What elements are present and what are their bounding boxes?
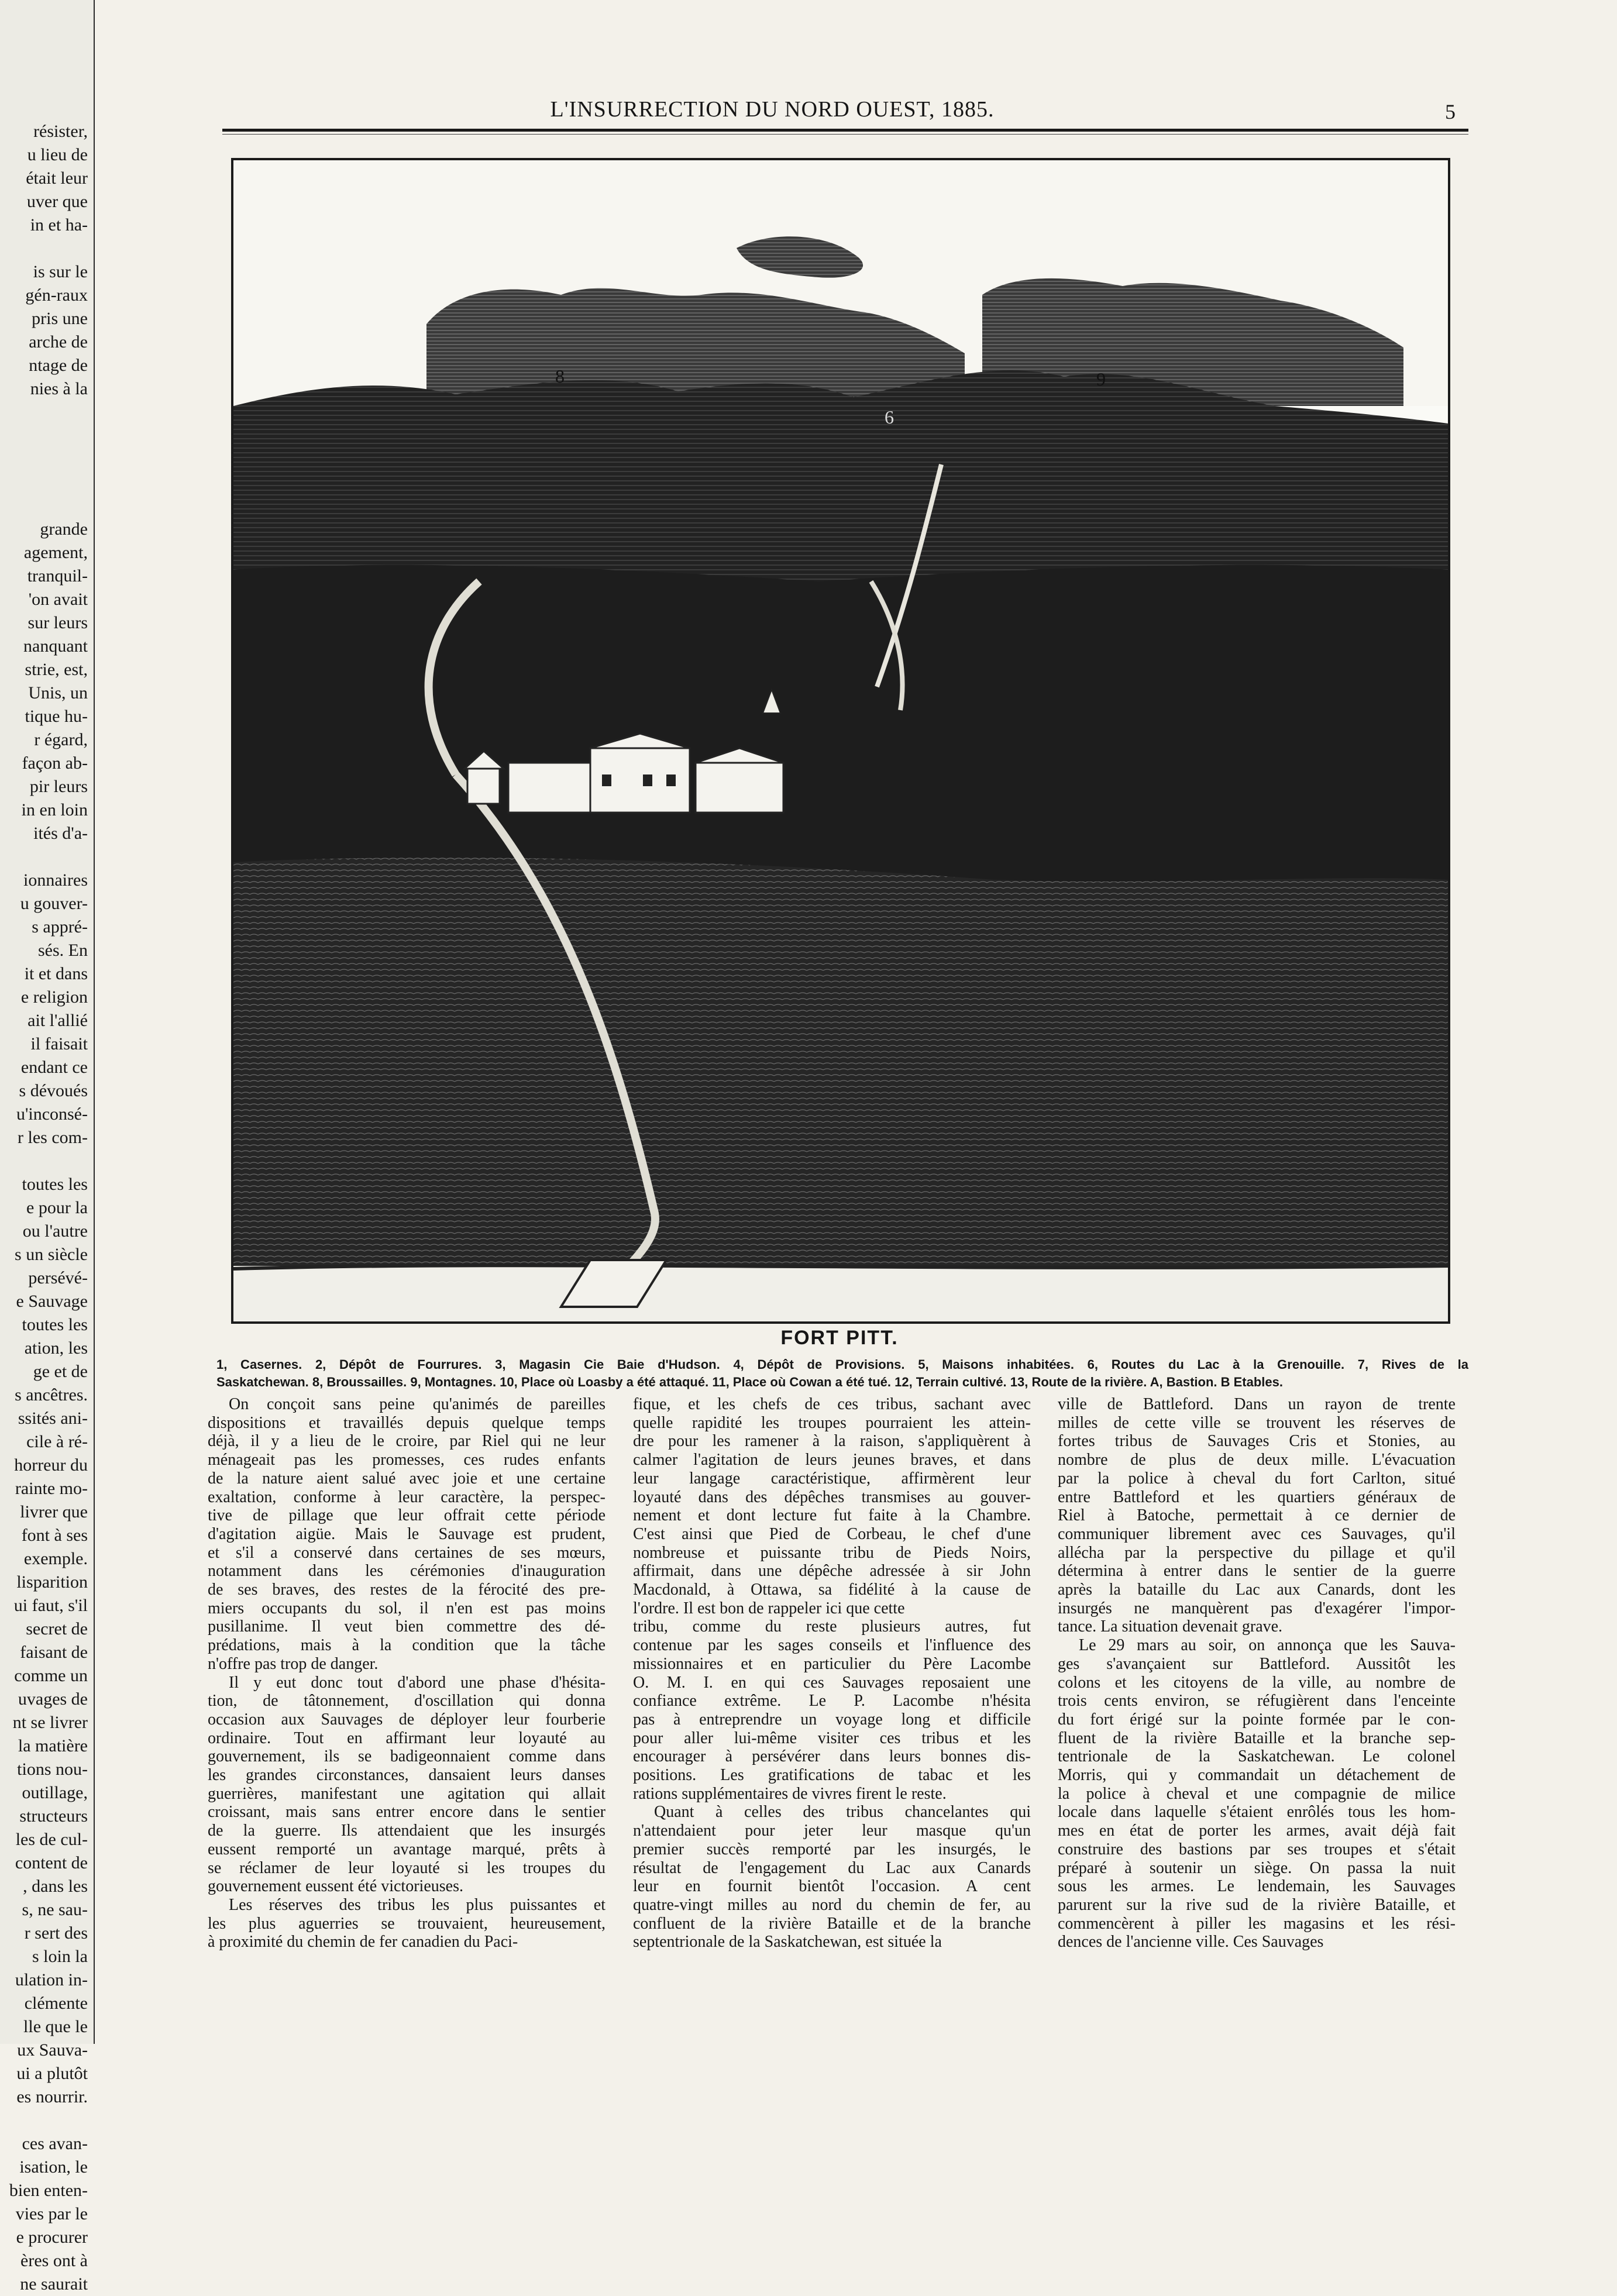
- fragment-line: tranquil-: [27, 566, 88, 586]
- article-line: septentrionale de la Saskatchewan, est située la: [633, 1933, 942, 1951]
- article-line: dre pour les ramener à la raison, s'appliquèrent à: [633, 1432, 1031, 1451]
- fragment-line: les de cul-: [15, 1830, 88, 1849]
- fragment-line: comme un: [14, 1666, 88, 1685]
- fragment-line: il faisait: [30, 1034, 88, 1054]
- fragment-line: isation, le: [19, 2157, 88, 2177]
- article-line: la police à cheval et une compagnie de milice: [1058, 1784, 1456, 1803]
- article-column-2: [633, 1395, 1031, 1951]
- article-line: nement et dont lecture fut faite à la Chambre.: [633, 1506, 1031, 1525]
- article-line: miers occupants du sol, il n'en est pas moins: [208, 1599, 605, 1617]
- fragment-line: strie, est,: [25, 660, 88, 679]
- article-line: de ses braves, des restes de la férocité des pre-: [208, 1581, 605, 1599]
- fragment-line: e procurer: [16, 2228, 88, 2247]
- header-rule-thin: [222, 134, 1468, 135]
- fragment-line: [0, 845, 88, 869]
- article-line: guerrières, manifestant une agitation qui allait: [208, 1784, 605, 1803]
- fragment-line: u lieu de: [27, 145, 88, 164]
- figure-legend: [216, 1356, 1468, 1391]
- article-line: rations supplémentaires de vivres firent le reste.: [633, 1784, 947, 1803]
- article-line: pusillanime. Il veut bien commettre des dé-: [208, 1617, 605, 1636]
- article-line: Riel à Batoche, permettait à ce dernier de: [1058, 1506, 1456, 1525]
- article-column-1: [208, 1395, 605, 1951]
- article-line: à proximité du chemin de fer canadien du Paci-: [208, 1933, 518, 1951]
- article-line: trois cents environ, se réfugièrent dans l'enceinte: [1058, 1692, 1456, 1710]
- fragment-line: ait l'allié: [27, 1011, 88, 1030]
- fragment-line: ces avan-: [22, 2134, 88, 2153]
- article-line: leur en fournit bientôt l'occasion. A cent: [633, 1877, 1031, 1896]
- fragment-line: sur leurs: [27, 613, 88, 632]
- fragment-line: était leur: [26, 168, 88, 188]
- article-line: locale dans laquelle s'étaient enrôlés tous les hom-: [1058, 1803, 1456, 1822]
- article-line: Le 29 mars au soir, on annonça que les Sauva-: [1079, 1636, 1456, 1655]
- river-bank: [233, 1266, 1448, 1321]
- fragment-line: in en loin: [21, 800, 88, 820]
- fragment-line: uvages de: [18, 1689, 88, 1709]
- fragment-line: sés. En: [38, 941, 88, 960]
- article-line: de la guerre. Ils attendaient que les insurgés: [208, 1822, 605, 1840]
- brushland: [233, 565, 1448, 909]
- fort-pitt-engraving: [231, 158, 1450, 1324]
- article-line: tentrionale de la Saskatchewan. Le colonel: [1058, 1747, 1456, 1766]
- header-rule: [222, 129, 1468, 132]
- article-line: notamment dans les cérémonies d'inauguration: [208, 1562, 605, 1581]
- article-line: les grandes circonstances, dansaient leurs danses: [208, 1766, 605, 1785]
- article-line: missionnaires et en particulier du Père Lacombe: [633, 1654, 1031, 1673]
- fragment-line: es nourrir.: [16, 2087, 88, 2106]
- map-label-6: 6: [885, 407, 894, 428]
- fragment-line: ères ont à: [20, 2251, 88, 2270]
- fragment-line: ssités ani-: [18, 1409, 88, 1428]
- fragment-line: faisant de: [20, 1643, 88, 1662]
- fragment-line: pir leurs: [29, 777, 88, 796]
- fragment-line: is sur le: [33, 262, 88, 281]
- article-line: Morris, qui y commandait un détachement de: [1058, 1766, 1456, 1785]
- fragment-line: bien enten-: [9, 2181, 88, 2200]
- fragment-line: la matière: [18, 1736, 88, 1755]
- fragment-line: 'on avait: [28, 590, 88, 609]
- fragment-line: r égard,: [34, 730, 88, 749]
- article-line: déjà, il y a lieu de le croire, par Riel qui ne leur: [208, 1432, 605, 1451]
- fragment-line: grande: [40, 519, 88, 539]
- article-line: allécha par la perspective du pillage et qu'il: [1058, 1543, 1456, 1562]
- article-line: gouvernement eussent été victorieuses.: [208, 1877, 463, 1896]
- fragment-line: s dévoués: [19, 1081, 88, 1100]
- article-line: détermina à entrer dans le sentier de la guerre: [1058, 1562, 1456, 1581]
- article-line: tive de pillage que leur offrait cette période: [208, 1506, 605, 1525]
- fragment-line: toutes les: [22, 1315, 88, 1334]
- article-line: milles de cette ville se trouvent les réserves de: [1058, 1413, 1456, 1432]
- fragment-line: in et ha-: [30, 215, 88, 235]
- article-column-3: [1058, 1395, 1456, 1951]
- article-line: dences de l'ancienne ville. Ces Sauvages: [1058, 1933, 1324, 1951]
- figure-title: FORT PITT.: [780, 1327, 899, 1349]
- fragment-line: e religion: [20, 987, 88, 1007]
- article-line: nombre de plus de deux mille. L'évacuation: [1058, 1451, 1456, 1469]
- fragment-line: e Sauvage: [16, 1292, 88, 1311]
- article-line: l'ordre. Il est bon de rappeler ici que cette: [633, 1599, 905, 1617]
- article-line: sous les armes. Le lendemain, les Sauvages: [1058, 1877, 1456, 1896]
- legend-line-2: Saskatchewan. 8, Broussailles. 9, Montagnes. 10, Place où Loasby a été attaqué. 11, Place où Cowan a été tué. 12, Terrain cultivé. 13, Route de la rivière. A, Bastion. B Etables.: [216, 1375, 1284, 1389]
- fragment-line: ui a plutôt: [16, 2064, 88, 2083]
- fragment-line: outillage,: [22, 1783, 88, 1802]
- article-line: affirmait, dans une dépêche adressée à sir John: [633, 1562, 1031, 1581]
- article-line: occasion aux Sauvages de déployer leur fourberie: [208, 1710, 605, 1729]
- article-line: O. M. I. en qui ces Sauvages reposaient une: [633, 1673, 1031, 1692]
- article-line: ville de Battleford. Dans un rayon de trente: [1058, 1395, 1456, 1413]
- fragment-line: structeurs: [19, 1806, 88, 1826]
- article-line: quatre-vingt milles au nord du chemin de fer, au: [633, 1895, 1031, 1914]
- running-header-title: L'INSURRECTION DU NORD OUEST, 1885.: [550, 97, 995, 122]
- fragment-line: ux Sauva-: [17, 2040, 88, 2060]
- article-line: insurgés ne manquèrent pas d'exagérer l'impor-: [1058, 1599, 1456, 1617]
- fragment-line: s un siècle: [15, 1245, 88, 1264]
- fragment-line: s ancêtres.: [15, 1385, 88, 1405]
- article-line: n'offre pas trop de danger.: [208, 1654, 379, 1673]
- fragment-line: uver que: [26, 192, 88, 211]
- previous-page-text-fragment: [0, 120, 88, 2296]
- article-line: dispositions et travaillés depuis quelque temps: [208, 1413, 605, 1432]
- article-line: parurent sur la rive sud de la rivière Bataille, et: [1058, 1895, 1456, 1914]
- fragment-line: tique hu-: [25, 707, 88, 726]
- fragment-line: [0, 448, 88, 471]
- map-label-8: 8: [555, 366, 565, 387]
- article-line: loyauté dans des dépêches transmises au gouver-: [633, 1488, 1031, 1506]
- fragment-line: secret de: [26, 1619, 88, 1638]
- fragment-line: ités d'a-: [33, 824, 88, 843]
- fragment-line: [0, 2109, 88, 2132]
- article-line: préparé à soutenir un siège. On passa la nuit: [1058, 1858, 1456, 1877]
- article-line: ges s'avançaient sur Battleford. Aussitôt les: [1058, 1654, 1456, 1673]
- article-line: par la police à cheval du fort Carlton, situé: [1058, 1469, 1456, 1488]
- fragment-line: s appré-: [32, 917, 88, 937]
- article-line: du fort érigé sur la pointe formée par le con-: [1058, 1710, 1456, 1729]
- fragment-line: rainte mo-: [15, 1479, 88, 1498]
- article-line: nombreuse et puissante tribu de Pieds Noirs,: [633, 1543, 1031, 1562]
- article-line: quelle rapidité les troupes pourraient les attein-: [633, 1413, 1031, 1432]
- fragment-line: [0, 424, 88, 448]
- fragment-line: [0, 401, 88, 424]
- cultivated-ground: [233, 858, 1448, 1272]
- article-line: et s'il a conservé dans certaines de ses mœurs,: [208, 1543, 605, 1562]
- fragment-line: [0, 471, 88, 494]
- article-line: après la bataille du Lac aux Canards, dont les: [1058, 1581, 1456, 1599]
- article-line: contenue par les sages conseils et l'influence des: [633, 1636, 1031, 1655]
- article-line: ménageait pas les promesses, ces rudes enfants: [208, 1451, 605, 1469]
- article-line: premier succès remporté par les insurgés, le: [633, 1840, 1031, 1858]
- article-line: de la nature aient salué avec joie et une certaine: [208, 1469, 605, 1488]
- article-line: d'agitation aigüe. Mais le Sauvage est prudent,: [208, 1524, 605, 1543]
- page-number: 5: [1445, 100, 1456, 123]
- article-line: Macdonald, à Ottawa, sa fidélité à la cause de: [633, 1581, 1031, 1599]
- fragment-line: ionnaires: [23, 870, 88, 890]
- fragment-line: u gouver-: [20, 894, 88, 913]
- article-line: fique, et les chefs de ces tribus, sachant avec: [633, 1395, 1031, 1413]
- article-line: mes en état de porter les armes, avait déjà fait: [1058, 1822, 1456, 1840]
- fragment-line: it et dans: [24, 964, 88, 983]
- article-line: construire des bastions par ses troupes et s'était: [1058, 1840, 1456, 1858]
- article-line: résultat de l'engagement du Lac aux Canards: [633, 1858, 1031, 1877]
- fragment-line: nies à la: [30, 379, 88, 398]
- map-label-9: 9: [1096, 369, 1106, 390]
- fragment-line: ulation in-: [15, 1970, 88, 1989]
- article-line: tance. La situation devenait grave.: [1058, 1617, 1283, 1636]
- fragment-line: u'inconsé-: [16, 1104, 88, 1124]
- fragment-line: gén-raux: [25, 285, 88, 305]
- fragment-line: exemple.: [23, 1549, 88, 1568]
- fragment-line: persévé-: [28, 1268, 88, 1288]
- fragment-line: , dans les: [23, 1877, 88, 1896]
- fragment-line: arche de: [29, 332, 88, 352]
- fragment-line: vies par le: [15, 2204, 88, 2223]
- fragment-line: agement,: [23, 543, 88, 562]
- fragment-line: nt se livrer: [12, 1713, 88, 1732]
- article-line: fortes tribus de Sauvages Cris et Stonies, au: [1058, 1432, 1456, 1451]
- fragment-line: endant ce: [20, 1058, 88, 1077]
- article-line: calmer l'agitation de leurs jeunes braves, et dans: [633, 1451, 1031, 1469]
- article-line: tion, de tâtonnement, d'oscillation qui donna: [208, 1692, 605, 1710]
- fragment-line: ntage de: [29, 356, 88, 375]
- article-line: positions. Les gratifications de tabac et les: [633, 1766, 1031, 1785]
- article-line: colons et les citoyens de la ville, au nombre de: [1058, 1673, 1456, 1692]
- article-line: exaltation, conforme à leur caractère, la perspec-: [208, 1488, 605, 1506]
- fragment-line: s, ne sau-: [22, 1900, 88, 1919]
- fragment-line: lisparition: [16, 1572, 88, 1592]
- article-line: entre Battleford et les quartiers généraux de: [1058, 1488, 1456, 1506]
- article-line: leur langage caractéristique, affirmèrent leur: [633, 1469, 1031, 1488]
- engraving-drawing: [233, 160, 1448, 1321]
- article-line: les plus aguerries se trouvaient, heureusement,: [208, 1914, 605, 1933]
- fragment-line: r sert des: [24, 1923, 88, 1943]
- article-line: commencèrent à piller les magasins et les rési-: [1058, 1914, 1456, 1933]
- fragment-line: tions nou-: [17, 1760, 88, 1779]
- fragment-line: s loin la: [32, 1947, 88, 1966]
- article-line: eussent remporté un avantage marqué, prêts à: [208, 1840, 605, 1858]
- article-line: Quant à celles des tribus chancelantes qui: [654, 1803, 1031, 1822]
- article-line: croissant, mais sans entrer encore dans le sentier: [208, 1803, 605, 1822]
- fragment-line: font à ses: [21, 1526, 88, 1545]
- fragment-line: [0, 237, 88, 260]
- fragment-line: r les com-: [18, 1128, 88, 1147]
- article-line: Il y eut donc tout d'abord une phase d'hésita-: [229, 1673, 605, 1692]
- article-line: C'est ainsi que Pied de Corbeau, le chef d'une: [633, 1524, 1031, 1543]
- article-line: se réclamer de leur loyauté si les troupes du: [208, 1858, 605, 1877]
- fragment-line: horreur du: [14, 1455, 88, 1475]
- fragment-line: livrer que: [20, 1502, 88, 1522]
- fragment-line: ge et de: [33, 1362, 88, 1381]
- fragment-line: nanquant: [23, 636, 88, 656]
- fragment-line: ation, les: [24, 1338, 88, 1358]
- fragment-line: toutes les: [22, 1175, 88, 1194]
- article-line: gouvernement, ils se badigeonnaient comme dans: [208, 1747, 605, 1766]
- fragment-line: cile à ré-: [26, 1432, 88, 1451]
- legend-line-1: 1, Casernes. 2, Dépôt de Fourrures. 3, Magasin Cie Baie d'Hudson. 4, Dépôt de Provisions. 5, Maisons inhabitées. 6, Routes du Lac à la Grenouille. 7, Rives de la: [216, 1357, 1468, 1372]
- article-line: n'attendaient pour jeter leur masque qu'un: [633, 1822, 1031, 1840]
- article-line: pas à entreprendre un voyage long et difficile: [633, 1710, 1031, 1729]
- article-line: On conçoit sans peine qu'animés de pareilles: [229, 1395, 605, 1413]
- article-line: tribu, comme du reste plusieurs autres, fut: [633, 1617, 1031, 1636]
- fragment-line: lle que le: [23, 2017, 88, 2036]
- fragment-line: content de: [15, 1853, 88, 1872]
- fragment-line: Unis, un: [28, 683, 88, 703]
- fragment-line: e pour la: [26, 1198, 88, 1217]
- fragment-line: clémente: [24, 1994, 88, 2013]
- fragment-line: résister,: [33, 122, 88, 141]
- article-line: pour aller lui-même visiter ces tribus et les: [633, 1729, 1031, 1747]
- fragment-line: [0, 1149, 88, 1173]
- fragment-line: pris une: [32, 309, 88, 328]
- fragment-line: façon ab-: [22, 753, 88, 773]
- article-line: encourager à persévérer dans leurs bonnes dis-: [633, 1747, 1031, 1766]
- fragment-line: ui faut, s'il: [13, 1596, 88, 1615]
- article-line: fluent de la rivière Bataille et la branche sep-: [1058, 1729, 1456, 1747]
- article-line: confluent de la rivière Bataille et de la branche: [633, 1914, 1031, 1933]
- article-line: communiquer librement avec ces Sauvages, qu'il: [1058, 1524, 1456, 1543]
- fragment-line: ou l'autre: [22, 1221, 88, 1241]
- article-line: Les réserves des tribus les plus puissantes et: [229, 1895, 605, 1914]
- article-line: prédations, mais à la condition que la tâche: [208, 1636, 605, 1655]
- article-line: confiance extrême. Le P. Lacombe n'hésita: [633, 1692, 1031, 1710]
- fragment-line: ne saurait: [20, 2274, 88, 2294]
- article-line: ordinaire. Tout en affirmant leur loyauté au: [208, 1729, 605, 1747]
- fragment-line: [0, 494, 88, 518]
